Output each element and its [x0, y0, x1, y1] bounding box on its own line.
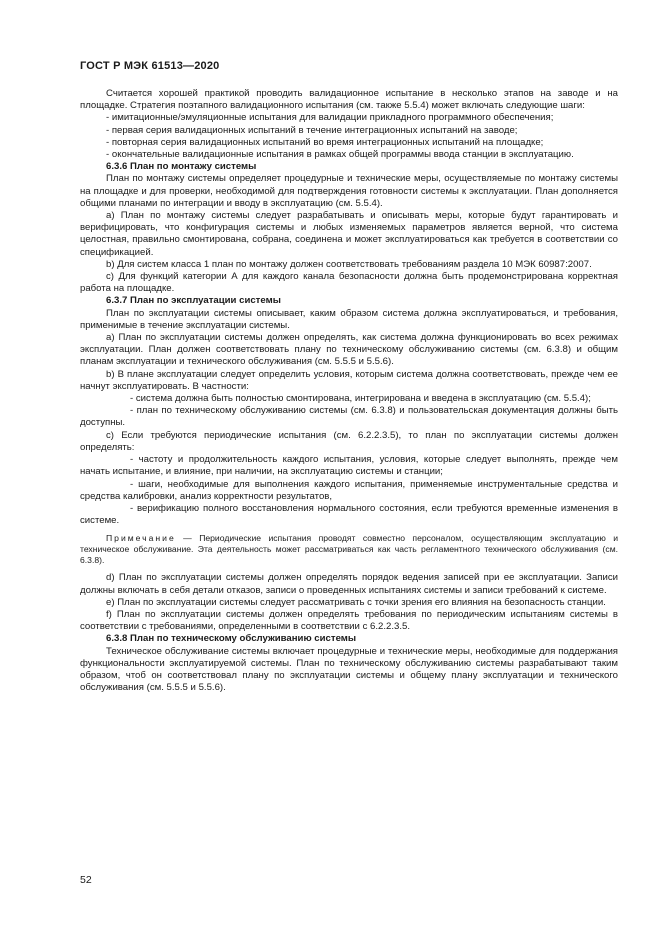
paragraph: - имитационные/эмуляционные испытания для валидации прикладного программного обеспечения;: [106, 112, 554, 124]
section-heading: 6.3.6 План по монтажу системы: [106, 161, 257, 173]
paragraph: - первая серия валидационных испытаний в течение интеграционных испытаний на заводе;: [106, 124, 518, 136]
paragraph: - повторная серия валидационных испытаний во время интеграционных испытаний на площадке;: [106, 136, 544, 148]
document-body: [80, 88, 618, 694]
paragraph: - шаги, необходимые для выполнения каждого испытания, применяемые инструментальные средства и средства калибровки, анализ корректности результатов,: [80, 478, 618, 502]
section-heading: 6.3.7 План по эксплуатации системы: [106, 295, 281, 307]
note-paragraph: [80, 533, 618, 566]
paragraph: c) Для функций категории А для каждого канала безопасности должна быть продемонстрирована корректная работа на площадке.: [80, 271, 618, 295]
paragraph: f) План по эксплуатации системы должен определять требования по периодическим испытаниям системы в соответствии с требованиями, определенными в соответствии с 6.2.2.3.5.: [80, 608, 618, 633]
paragraph: c) Если требуются периодические испытания (см. 6.2.2.3.5), то план по эксплуатации системы должен определять:: [80, 429, 618, 453]
text-block-main: [80, 88, 618, 527]
paragraph: a) План по монтажу системы следует разрабатывать и описывать меры, которые будут гарантировать и верифицировать, что конфигурация системы и любых изменяемых параметров является верной, что система целостная, правильно смонтирована, собрана, соединена и может эксплуатироваться как требуется в соответствии со спецификацией.: [80, 210, 618, 258]
paragraph: - система должна быть полностью смонтирована, интегрирована и введена в эксплуатацию (см. 5.5.4);: [130, 393, 591, 405]
paragraph: - верификацию полного восстановления нормального состояния, если требуются временные изменения в системе.: [80, 502, 618, 527]
paragraph: План по эксплуатации системы описывает, каким образом система должна эксплуатироваться, и требования, применимые в течение эксплуатации системы.: [80, 307, 618, 331]
paragraph: Техническое обслуживание системы включает процедурные и технические меры, необходимые для поддержания функциональности эксплуатируемой системы. План по техническому обслуживанию системы разрабатывают таким образом, чтоб он соответствовал плану по эксплуатации системы и общему плану эксплуатации и технического обслуживания (см. 5.5.5 и 5.5.6).: [80, 645, 618, 694]
document-header: ГОСТ Р МЭК 61513—2020: [80, 60, 220, 72]
paragraph: - окончательные валидационные испытания в рамках общей программы ввода станции в эксплуатацию.: [106, 149, 574, 161]
paragraph: b) Для систем класса 1 план по монтажу должен соответствовать требованиям раздела 10 МЭК 60987:2007.: [106, 258, 592, 270]
paragraph: - частоту и продолжительность каждого испытания, условия, которые следует выполнять, прежде чем начать испытание, и влияние, при наличии, на эксплуатацию системы и станции;: [80, 454, 618, 478]
note-label: Примечание: [106, 533, 176, 544]
text-block-continued: [80, 572, 618, 694]
paragraph: d) План по эксплуатации системы должен определять порядок ведения записей при ее эксплуатации. Записи должны включать в себя детали отказов, записи о проведенных испытаниях системы и записи требований к системе.: [80, 572, 618, 596]
paragraph: - план по техническому обслуживанию системы (см. 6.3.8) и пользовательская документация должны быть доступны.: [80, 405, 618, 429]
note-text: — Периодические испытания проводят совместно персоналом, осуществляющим эксплуатацию и техническое обслуживание. Эта деятельность может рассматриваться как часть регламентного технического обслуживания (см. 6.3.8).: [80, 533, 618, 566]
paragraph: План по монтажу системы определяет процедурные и технические меры, осуществляемые по монтажу системы на площадке и для проверки, необходимой для подтверждения готовности системы к эксплуатации. План дополняется общими планами по интеграции и вводу в эксплуатацию (см. 5.5.4).: [80, 173, 618, 209]
paragraph: a) План по эксплуатации системы должен определять, как система должна функционировать во всех режимах эксплуатации. План должен соответствовать плану по техническому обслуживанию системы (см. 6.3.8) и общим планам эксплуатации и технического обслуживания (см. 5.5.5 и 5.5.6).: [80, 332, 618, 368]
paragraph: b) В плане эксплуатации следует определить условия, которым система должна соответствовать, прежде чем ее начнут эксплуатировать. В частности:: [80, 368, 618, 392]
section-heading: 6.3.8 План по техническому обслуживанию системы: [106, 633, 357, 645]
page-number: 52: [80, 874, 92, 886]
paragraph: e) План по эксплуатации системы следует рассматривать с точки зрения его влияния на безопасность станции.: [106, 596, 606, 608]
paragraph: Считается хорошей практикой проводить валидационное испытание в несколько этапов на заводе и на площадке. Стратегия поэтапного валидационного испытания (см. также 5.5.4) может включать следующие шаги:: [80, 88, 618, 112]
